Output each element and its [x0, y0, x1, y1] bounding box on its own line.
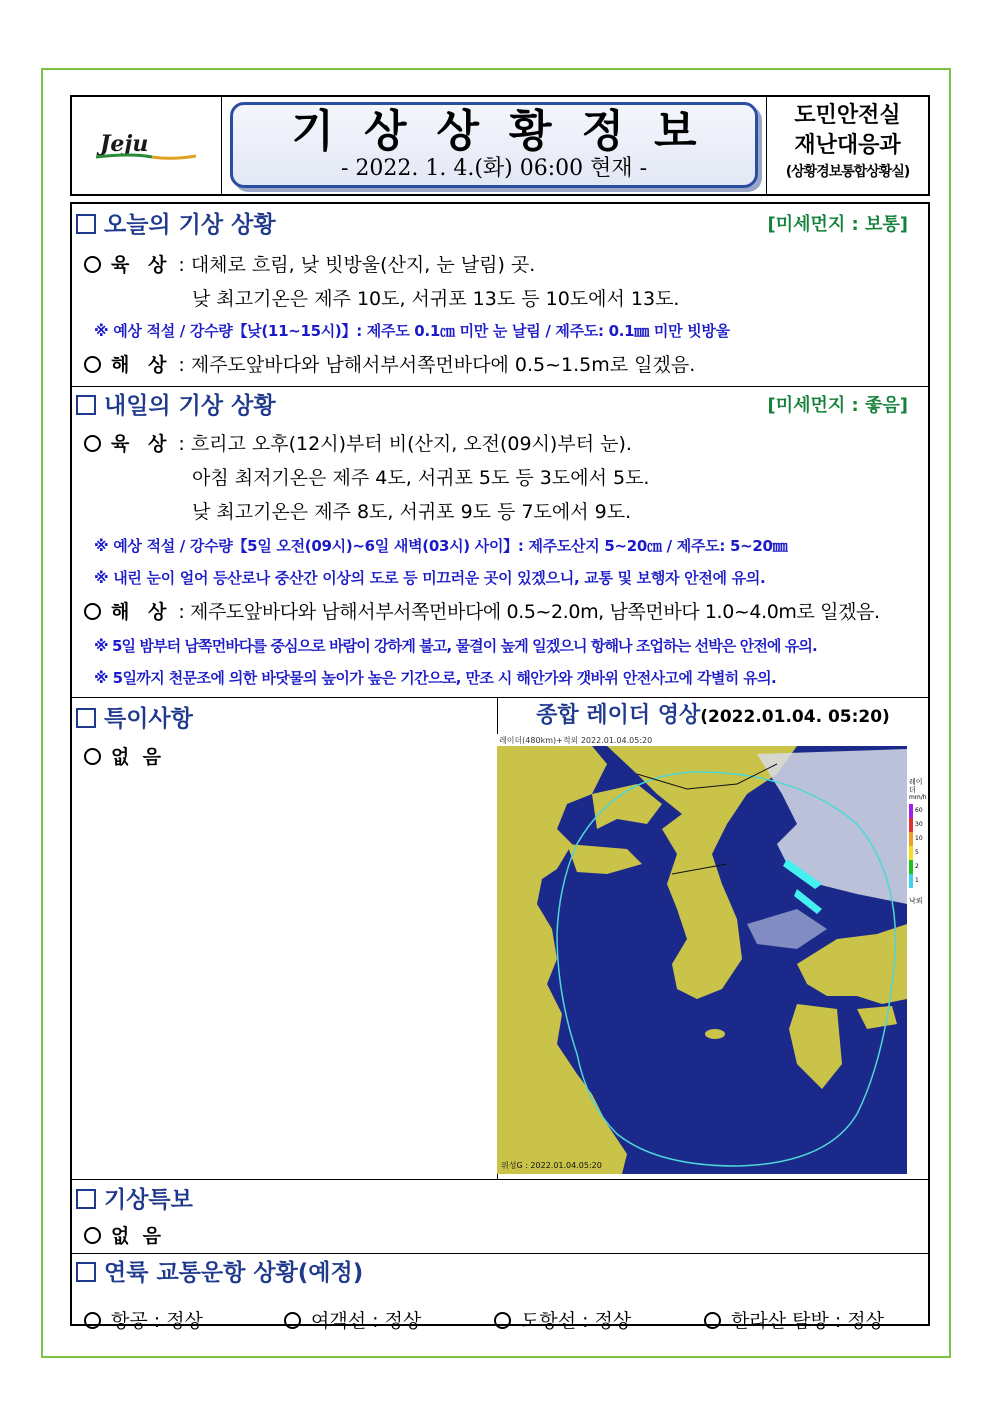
special-radar-section: [72, 698, 928, 1180]
traffic-item-island-ferry: 도항선 : 정상: [494, 1308, 631, 1334]
jeju-logo: [92, 127, 202, 167]
tomorrow-sea-row: 해 상 : 제주도앞바다와 남해서부서쪽먼바다에 0.5~2.0m, 남쪽먼바다 1.0~4.0m로 일겠음.: [84, 599, 880, 625]
report-body: [70, 202, 930, 1332]
radar-legend-value: 60: [915, 807, 923, 814]
warning-section: [72, 1181, 928, 1254]
traffic-item-ferry: 여객선 : 정상: [284, 1308, 421, 1334]
tomorrow-section: [72, 387, 928, 698]
today-precip-note: ※ 예상 적설 / 강수량【낮(11~15시)】: 제주도 0.1㎝ 미만 눈 날림 / 제주도: 0.1㎜ 미만 빗방울: [94, 322, 730, 340]
radar-legend-value: 30: [915, 821, 923, 828]
radar-legend-value: 5: [915, 849, 919, 856]
tomorrow-tide-note: ※ 5일까지 천문조에 의한 바닷물의 높이가 높은 기간으로, 만조 시 해안가와 갯바위 안전사고에 각별히 유의.: [94, 669, 777, 687]
radar-legend-value: 10: [915, 835, 923, 842]
checkbox-square-icon: [76, 1262, 96, 1282]
today-sea-row: 해 상 : 제주도앞바다와 남해서부서쪽먼바다에 0.5~1.5m로 일겠음.: [84, 352, 695, 378]
radar-legend-title: 레이더: [909, 778, 923, 794]
circle-bullet-icon: [84, 356, 101, 373]
logo-cell: [72, 97, 222, 194]
tomorrow-wind-note: ※ 5일 밤부터 남쪽먼바다를 중심으로 바람이 강하게 불고, 물결이 높게 일겠으니 항해나 조업하는 선박은 안전에 유의.: [94, 637, 817, 655]
radar-time: (2022.01.04. 05:20): [700, 707, 890, 727]
today-land-temp: 낮 최고기온은 제주 10도, 서귀포 13도 등 10도에서 13도.: [192, 288, 680, 310]
traffic-item-hallasan: 한라산 탐방 : 정상: [704, 1308, 884, 1334]
radar-title: 종합 레이더 영상: [536, 703, 701, 728]
department-name: 도민안전실: [794, 103, 901, 128]
checkbox-square-icon: [76, 1189, 96, 1209]
circle-bullet-icon: [84, 603, 101, 620]
title-box: [230, 102, 758, 188]
radar-legend: [909, 734, 928, 1174]
circle-bullet-icon: [704, 1312, 721, 1329]
tomorrow-dust-level: [미세먼지 : 좋음]: [767, 395, 908, 416]
circle-bullet-icon: [84, 256, 101, 273]
department-cell: [766, 97, 928, 194]
radar-legend-unit: mm/h: [909, 794, 927, 801]
radar-caption-top: 레이더(480km)+적외 2022.01.04.05:20: [499, 736, 653, 745]
checkbox-square-icon: [76, 708, 96, 728]
today-dust-level: [미세먼지 : 보통]: [767, 214, 908, 235]
traffic-item-air: 항공 : 정상: [84, 1308, 203, 1334]
tomorrow-low-temp: 아침 최저기온은 제주 4도, 서귀포 5도 등 3도에서 5도.: [192, 467, 650, 489]
tomorrow-high-temp: 낮 최고기온은 제주 8도, 서귀포 9도 등 7도에서 9도.: [192, 501, 632, 523]
radar-legend-value: 1: [915, 877, 919, 884]
division-name: 재난대응과: [794, 133, 901, 158]
tomorrow-title: 내일의 기상 상황: [76, 391, 276, 421]
svg-text:Jeju: Jeju: [100, 131, 149, 157]
report-title: 기상상황정보: [291, 106, 727, 157]
warning-value: 없 음: [84, 1223, 161, 1249]
checkbox-square-icon: [76, 395, 96, 415]
today-section: [72, 204, 928, 387]
traffic-section: [72, 1254, 928, 1332]
radar-caption-bottom: 위성G : 2022.01.04.05:20: [501, 1161, 602, 1170]
special-title: 특이사항: [76, 704, 193, 734]
report-header: [70, 95, 930, 196]
circle-bullet-icon: [84, 1312, 101, 1329]
report-datetime: - 2022. 1. 4.(화) 06:00 현재 -: [340, 156, 648, 181]
radar-satellite-image: [497, 734, 909, 1174]
radar-legend-lightning: 낙뢰: [909, 897, 923, 905]
traffic-title: 연륙 교통운항 상황(예정): [76, 1258, 363, 1288]
today-land-row: 육 상 : 대체로 흐림, 낮 빗방울(산지, 눈 날림) 곳.: [84, 252, 535, 278]
circle-bullet-icon: [84, 748, 101, 765]
office-name: (상황경보통합상황실): [785, 164, 910, 180]
circle-bullet-icon: [284, 1312, 301, 1329]
tomorrow-precip-note: ※ 예상 적설 / 강수량【5일 오전(09시)~6일 새벽(03시) 사이】: 제주도산지 5~20㎝ / 제주도: 5~20㎜: [94, 537, 788, 555]
radar-legend-value: 2: [915, 863, 919, 870]
today-title: 오늘의 기상 상황: [76, 210, 276, 240]
circle-bullet-icon: [494, 1312, 511, 1329]
tomorrow-land-row: 육 상 : 흐리고 오후(12시)부터 비(산지, 오전(09시)부터 눈).: [84, 431, 632, 457]
circle-bullet-icon: [84, 1227, 101, 1244]
warning-title: 기상특보: [76, 1185, 193, 1215]
special-value: 없 음: [84, 744, 161, 770]
tomorrow-road-note: ※ 내린 눈이 얼어 등산로나 중산간 이상의 도로 등 미끄러운 곳이 있겠으니, 교통 및 보행자 안전에 유의.: [94, 569, 766, 587]
radar-header: [498, 698, 928, 734]
circle-bullet-icon: [84, 435, 101, 452]
checkbox-square-icon: [76, 214, 96, 234]
